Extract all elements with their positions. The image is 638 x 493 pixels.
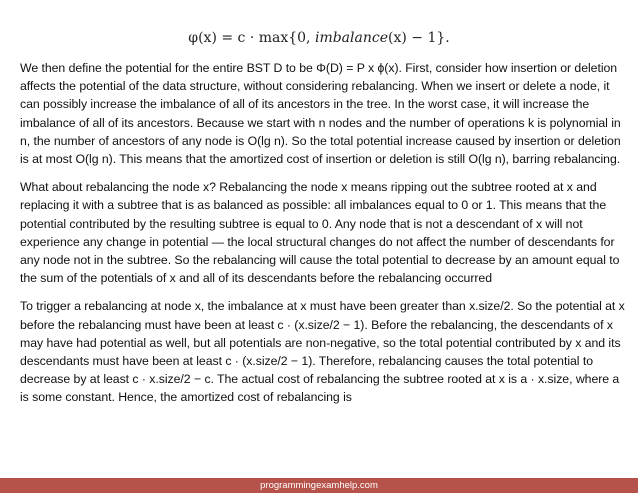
- document-body: [20, 59, 626, 407]
- formula-lhs: φ(x): [188, 30, 217, 46]
- formula-rhs: (x) − 1}.: [388, 30, 450, 46]
- paragraph-trigger-rebalancing: To trigger a rebalancing at node x, the imbalance at x must have been greater than x.size/2. So the potential at x before the rebalancing must have been at least c · (x.size/2 − 1). Before the rebalancing, the descendants of x may have had potential as well, but all potentials are non-negative, so the total potential contributed by x and its descendants must have been at least c · (x.size/2 − 1). Therefore, rebalancing causes the total potential to decrease by at least c · x.size/2 − c. The actual cost of rebalancing the subtree rooted at x is a · x.size, where a is some constant. Hence, the amortized cost of rebalancing is: [20, 299, 625, 405]
- paragraph-insert-delete: We then define the potential for the entire BST D to be Φ(D) = P x ϕ(x). First, consider how insertion or deletion affects the potential of the data structure, without considering rebalancing. When we insert or delete a node, it can possibly increase the imbalance of all of its ancestors in the tree. In the worst case, it will increase the imbalance of all of its ancestors. Because we start with n nodes and the number of operations k is polynomial in n, the number of ancestors of any node is O(lg n). So the total potential increase caused by insertion or deletion is at most O(lg n). This means that the amortized cost of insertion or deletion is still O(lg n), barring rebalancing.: [20, 61, 621, 167]
- potential-formula: [0, 30, 638, 46]
- formula-var: imbalance: [314, 30, 388, 46]
- paragraph-rebalancing: What about rebalancing the node x? Rebalancing the node x means ripping out the subtree rooted at x and replacing it with a subtree that is as balanced as possible: all imbalances equal to 0 or 1. This means that the potential contributed by the resulting subtree is equal to 0. Any node that is not a descendant of x will not experience any change in potential — the local structural changes do not affect the number of descendants for any node not in the subtree. So the rebalancing will cause the total potential to decrease by an amount equal to the sum of the potentials of x and all of its descendants before the rebalancing occurred: [20, 180, 620, 286]
- footer-bar: [0, 478, 638, 493]
- footer-website-label: programmingexamhelp.com: [260, 480, 378, 491]
- formula-eq: = c · max{0,: [216, 30, 315, 46]
